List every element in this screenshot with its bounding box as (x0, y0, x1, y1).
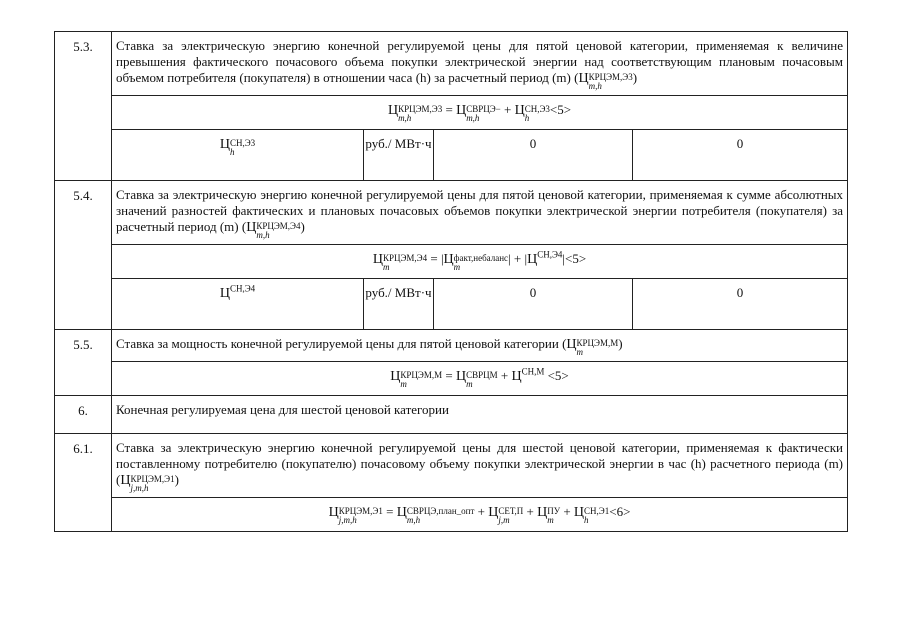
param-value: 0 (434, 279, 633, 330)
param-symbol: $Ц^{СН,Э4}$ (112, 279, 364, 330)
formula: Ц КРЦЭМ,Э4 m = |Ц факт,небаланс m | + $|Ц^{СН,Э4}|<5>$ (112, 245, 848, 279)
table-row (55, 434, 848, 498)
table-row (55, 498, 848, 532)
table-row (55, 330, 848, 362)
row-number: 5.5. (55, 330, 112, 396)
param-value: 0 (633, 130, 848, 181)
param-value: 0 (633, 279, 848, 330)
table-row (55, 362, 848, 396)
table-row (55, 130, 848, 181)
formula: Ц КРЦЭМ,Э3 m,h = Ц СВРЦЭ− m,h + Ц СН,Э3 h <5> (112, 96, 848, 130)
table-row (55, 279, 848, 330)
table-row (55, 181, 848, 245)
row-description: Ставка за электрическую энергию конечной регулируемой цены для шестой ценовой категории, применяемая к фактически поставленному потребителю (покупателю) почасовому объему покупки электрической энергии в час (h) расчетного периода (m) (Ц КРЦЭМ,Э1 j,m,h ) (112, 434, 848, 498)
tariff-table (54, 31, 848, 532)
param-unit: руб./ МВт·ч (364, 130, 434, 181)
table-row (55, 32, 848, 96)
row-description: Ставка за электрическую энергию конечной регулируемой цены для пятой ценовой категории, применяемая к величине превышения фактического почасового объема покупки электрической энергии над соответствующим плановым почасовым объемом потребителя (покупателя) в отношении часа (h) за расчетный период (m) (Ц КРЦЭМ,Э3 m,h ) (112, 32, 848, 96)
table-row (55, 396, 848, 434)
row-description: Ставка за электрическую энергию конечной регулируемой цены для пятой ценовой категории, применяемая к сумме абсолютных значений разностей фактических и плановых почасовых объемов покупки электрической энергии потребителя (покупателя) за расчетный период (m) (Ц КРЦЭМ,Э4 m,h ) (112, 181, 848, 245)
table-row (55, 245, 848, 279)
param-value: 0 (434, 130, 633, 181)
row-number: 5.3. (55, 32, 112, 181)
table-row (55, 96, 848, 130)
row-description: Конечная регулируемая цена для шестой ценовой категории (112, 396, 848, 434)
row-number: 6.1. (55, 434, 112, 532)
row-number: 6. (55, 396, 112, 434)
row-description: Ставка за мощность конечной регулируемой цены для пятой ценовой категории (Ц КРЦЭМ,М m ) (112, 330, 848, 362)
formula: Ц КРЦЭМ,Э1 j,m,h = Ц СВРЦЭ,план_опт m,h + Ц СЕТ,П j,m + Ц ПУ m + Ц СН,Э1 h <6> (112, 498, 848, 532)
param-symbol: Ц СН,Э3 h (112, 130, 364, 181)
formula: Ц КРЦЭМ,М m = Ц СВРЦМ m + $Ц^{СН,М} <5>$ (112, 362, 848, 396)
param-unit: руб./ МВт·ч (364, 279, 434, 330)
row-number: 5.4. (55, 181, 112, 330)
